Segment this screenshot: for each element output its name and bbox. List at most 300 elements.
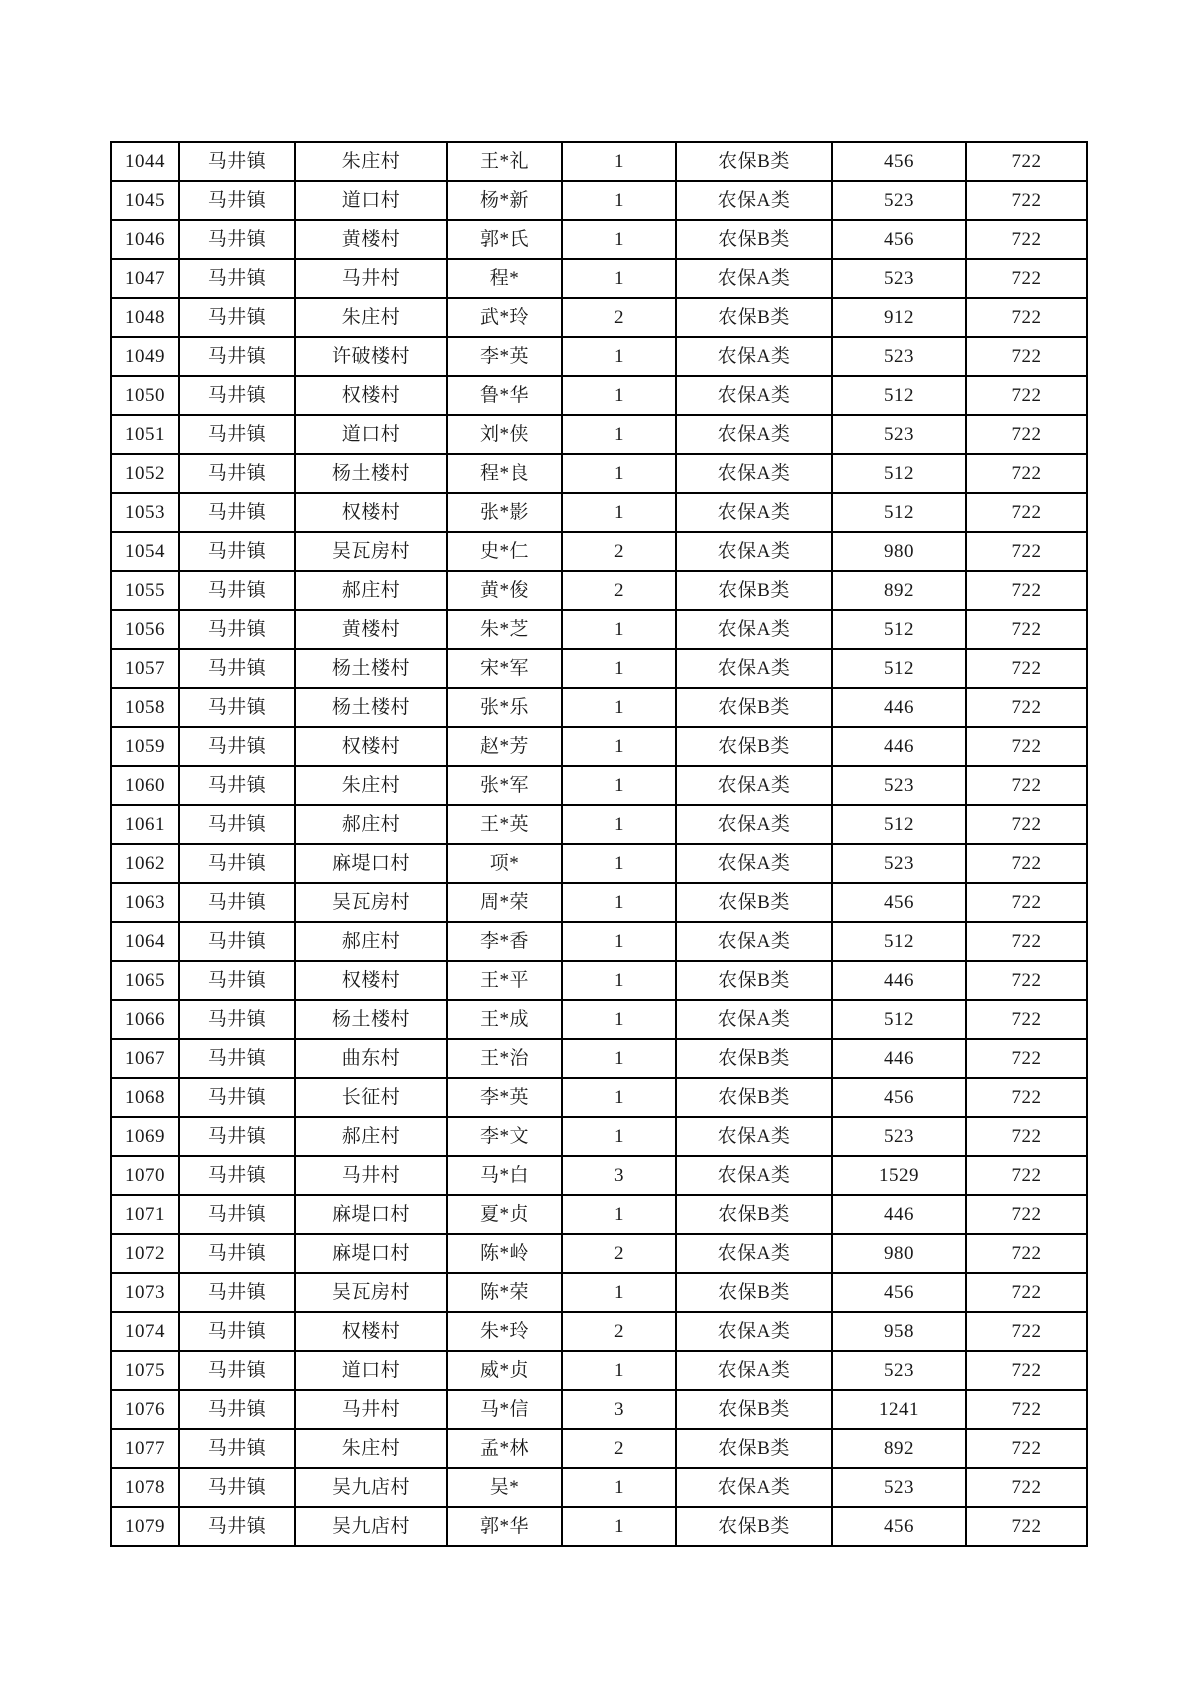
cell-village: 道口村	[295, 415, 447, 454]
cell-persons: 1	[562, 805, 676, 844]
cell-village: 郝庄村	[295, 922, 447, 961]
table-row	[111, 337, 1087, 376]
table-row	[111, 298, 1087, 337]
table-row	[111, 493, 1087, 532]
cell-town: 马井镇	[179, 1039, 295, 1078]
cell-persons: 1	[562, 1351, 676, 1390]
cell-serial: 1048	[111, 298, 179, 337]
cell-persons: 1	[562, 1000, 676, 1039]
cell-serial: 1068	[111, 1078, 179, 1117]
cell-standard: 722	[966, 1078, 1087, 1117]
cell-town: 马井镇	[179, 1390, 295, 1429]
cell-amount: 892	[832, 571, 966, 610]
cell-amount: 456	[832, 883, 966, 922]
cell-name: 王*英	[447, 805, 562, 844]
cell-amount: 523	[832, 337, 966, 376]
cell-amount: 523	[832, 1351, 966, 1390]
cell-standard: 722	[966, 1507, 1087, 1546]
cell-amount: 446	[832, 1039, 966, 1078]
cell-persons: 1	[562, 961, 676, 1000]
cell-category: 农保A类	[676, 1351, 832, 1390]
table-row	[111, 571, 1087, 610]
cell-name: 程*良	[447, 454, 562, 493]
cell-name: 朱*芝	[447, 610, 562, 649]
cell-amount: 512	[832, 1000, 966, 1039]
cell-name: 陈*岭	[447, 1234, 562, 1273]
cell-category: 农保A类	[676, 259, 832, 298]
cell-town: 马井镇	[179, 376, 295, 415]
cell-persons: 1	[562, 922, 676, 961]
cell-serial: 1046	[111, 220, 179, 259]
table-row	[111, 922, 1087, 961]
table-row	[111, 688, 1087, 727]
cell-serial: 1066	[111, 1000, 179, 1039]
cell-standard: 722	[966, 727, 1087, 766]
table-row	[111, 181, 1087, 220]
cell-name: 李*英	[447, 1078, 562, 1117]
cell-name: 刘*侠	[447, 415, 562, 454]
cell-village: 麻堤口村	[295, 844, 447, 883]
cell-category: 农保B类	[676, 727, 832, 766]
cell-category: 农保B类	[676, 1390, 832, 1429]
table-row	[111, 259, 1087, 298]
cell-standard: 722	[966, 922, 1087, 961]
cell-village: 权楼村	[295, 1312, 447, 1351]
cell-standard: 722	[966, 454, 1087, 493]
cell-persons: 1	[562, 883, 676, 922]
cell-serial: 1049	[111, 337, 179, 376]
cell-town: 马井镇	[179, 1195, 295, 1234]
cell-serial: 1061	[111, 805, 179, 844]
cell-standard: 722	[966, 883, 1087, 922]
cell-serial: 1078	[111, 1468, 179, 1507]
cell-category: 农保A类	[676, 337, 832, 376]
cell-name: 宋*军	[447, 649, 562, 688]
cell-town: 马井镇	[179, 649, 295, 688]
cell-village: 朱庄村	[295, 298, 447, 337]
cell-persons: 2	[562, 1312, 676, 1351]
cell-town: 马井镇	[179, 1507, 295, 1546]
cell-standard: 722	[966, 571, 1087, 610]
cell-amount: 512	[832, 805, 966, 844]
cell-serial: 1057	[111, 649, 179, 688]
cell-category: 农保B类	[676, 142, 832, 181]
cell-town: 马井镇	[179, 883, 295, 922]
cell-serial: 1045	[111, 181, 179, 220]
cell-town: 马井镇	[179, 766, 295, 805]
cell-serial: 1058	[111, 688, 179, 727]
cell-village: 马井村	[295, 1390, 447, 1429]
cell-town: 马井镇	[179, 1273, 295, 1312]
cell-serial: 1076	[111, 1390, 179, 1429]
cell-standard: 722	[966, 493, 1087, 532]
cell-village: 吴瓦房村	[295, 532, 447, 571]
cell-amount: 456	[832, 1507, 966, 1546]
cell-serial: 1054	[111, 532, 179, 571]
cell-standard: 722	[966, 766, 1087, 805]
cell-town: 马井镇	[179, 688, 295, 727]
cell-category: 农保A类	[676, 610, 832, 649]
cell-name: 张*乐	[447, 688, 562, 727]
cell-serial: 1056	[111, 610, 179, 649]
cell-amount: 512	[832, 922, 966, 961]
table-row	[111, 1117, 1087, 1156]
cell-amount: 912	[832, 298, 966, 337]
cell-standard: 722	[966, 337, 1087, 376]
cell-village: 吴瓦房村	[295, 883, 447, 922]
table-row	[111, 1039, 1087, 1078]
cell-serial: 1050	[111, 376, 179, 415]
cell-serial: 1059	[111, 727, 179, 766]
table-row	[111, 1351, 1087, 1390]
cell-serial: 1077	[111, 1429, 179, 1468]
cell-standard: 722	[966, 1468, 1087, 1507]
cell-standard: 722	[966, 1039, 1087, 1078]
cell-village: 权楼村	[295, 727, 447, 766]
cell-category: 农保A类	[676, 1000, 832, 1039]
cell-category: 农保A类	[676, 454, 832, 493]
cell-amount: 1529	[832, 1156, 966, 1195]
cell-name: 张*影	[447, 493, 562, 532]
cell-persons: 1	[562, 1507, 676, 1546]
cell-standard: 722	[966, 805, 1087, 844]
cell-village: 许破楼村	[295, 337, 447, 376]
cell-category: 农保B类	[676, 220, 832, 259]
cell-village: 杨土楼村	[295, 688, 447, 727]
cell-serial: 1051	[111, 415, 179, 454]
cell-category: 农保B类	[676, 961, 832, 1000]
cell-village: 权楼村	[295, 376, 447, 415]
cell-amount: 446	[832, 961, 966, 1000]
cell-persons: 2	[562, 1429, 676, 1468]
table-row	[111, 1195, 1087, 1234]
table-row	[111, 844, 1087, 883]
cell-persons: 1	[562, 415, 676, 454]
cell-amount: 456	[832, 220, 966, 259]
cell-persons: 1	[562, 727, 676, 766]
cell-persons: 1	[562, 493, 676, 532]
cell-persons: 1	[562, 1273, 676, 1312]
cell-category: 农保B类	[676, 688, 832, 727]
cell-amount: 980	[832, 532, 966, 571]
cell-category: 农保B类	[676, 571, 832, 610]
table-row	[111, 1000, 1087, 1039]
cell-amount: 523	[832, 181, 966, 220]
cell-serial: 1047	[111, 259, 179, 298]
cell-standard: 722	[966, 1273, 1087, 1312]
cell-name: 王*成	[447, 1000, 562, 1039]
cell-town: 马井镇	[179, 1351, 295, 1390]
cell-standard: 722	[966, 298, 1087, 337]
cell-name: 马*白	[447, 1156, 562, 1195]
table-row	[111, 1234, 1087, 1273]
cell-village: 权楼村	[295, 961, 447, 1000]
cell-standard: 722	[966, 1429, 1087, 1468]
cell-persons: 3	[562, 1156, 676, 1195]
cell-persons: 1	[562, 220, 676, 259]
cell-category: 农保B类	[676, 883, 832, 922]
cell-standard: 722	[966, 1351, 1087, 1390]
cell-name: 朱*玲	[447, 1312, 562, 1351]
table-row	[111, 1507, 1087, 1546]
cell-category: 农保A类	[676, 376, 832, 415]
table-row	[111, 142, 1087, 181]
cell-category: 农保A类	[676, 181, 832, 220]
cell-village: 权楼村	[295, 493, 447, 532]
cell-village: 郝庄村	[295, 571, 447, 610]
cell-name: 李*英	[447, 337, 562, 376]
cell-amount: 446	[832, 727, 966, 766]
cell-amount: 512	[832, 493, 966, 532]
cell-town: 马井镇	[179, 1312, 295, 1351]
table-row	[111, 1390, 1087, 1429]
cell-name: 郭*氏	[447, 220, 562, 259]
table-row	[111, 961, 1087, 1000]
cell-name: 鲁*华	[447, 376, 562, 415]
cell-category: 农保A类	[676, 415, 832, 454]
table-row	[111, 805, 1087, 844]
cell-serial: 1063	[111, 883, 179, 922]
cell-category: 农保A类	[676, 766, 832, 805]
cell-village: 朱庄村	[295, 766, 447, 805]
cell-village: 黄楼村	[295, 220, 447, 259]
cell-town: 马井镇	[179, 1156, 295, 1195]
cell-standard: 722	[966, 181, 1087, 220]
cell-name: 杨*新	[447, 181, 562, 220]
benefits-table	[110, 141, 1088, 1547]
cell-serial: 1069	[111, 1117, 179, 1156]
cell-persons: 1	[562, 844, 676, 883]
table-row	[111, 1156, 1087, 1195]
cell-name: 周*荣	[447, 883, 562, 922]
cell-persons: 1	[562, 259, 676, 298]
cell-persons: 1	[562, 1195, 676, 1234]
cell-name: 武*玲	[447, 298, 562, 337]
cell-name: 陈*荣	[447, 1273, 562, 1312]
cell-town: 马井镇	[179, 1468, 295, 1507]
cell-standard: 722	[966, 1234, 1087, 1273]
cell-village: 朱庄村	[295, 142, 447, 181]
cell-village: 吴瓦房村	[295, 1273, 447, 1312]
cell-village: 麻堤口村	[295, 1195, 447, 1234]
cell-persons: 1	[562, 649, 676, 688]
table-row	[111, 1078, 1087, 1117]
cell-name: 王*治	[447, 1039, 562, 1078]
table-row	[111, 532, 1087, 571]
cell-town: 马井镇	[179, 922, 295, 961]
table-sheet	[110, 141, 1086, 1547]
cell-name: 威*贞	[447, 1351, 562, 1390]
cell-town: 马井镇	[179, 844, 295, 883]
cell-standard: 722	[966, 844, 1087, 883]
table-row	[111, 1429, 1087, 1468]
cell-category: 农保A类	[676, 922, 832, 961]
cell-amount: 523	[832, 766, 966, 805]
cell-persons: 2	[562, 571, 676, 610]
cell-persons: 1	[562, 610, 676, 649]
cell-village: 朱庄村	[295, 1429, 447, 1468]
cell-category: 农保A类	[676, 1312, 832, 1351]
table-row	[111, 454, 1087, 493]
table-row	[111, 883, 1087, 922]
cell-serial: 1079	[111, 1507, 179, 1546]
cell-town: 马井镇	[179, 493, 295, 532]
cell-village: 杨土楼村	[295, 454, 447, 493]
table-row	[111, 1312, 1087, 1351]
cell-standard: 722	[966, 1117, 1087, 1156]
cell-name: 孟*林	[447, 1429, 562, 1468]
cell-category: 农保B类	[676, 298, 832, 337]
table-row	[111, 727, 1087, 766]
cell-category: 农保A类	[676, 1468, 832, 1507]
cell-amount: 958	[832, 1312, 966, 1351]
cell-town: 马井镇	[179, 571, 295, 610]
cell-town: 马井镇	[179, 961, 295, 1000]
cell-serial: 1071	[111, 1195, 179, 1234]
cell-standard: 722	[966, 142, 1087, 181]
cell-town: 马井镇	[179, 1234, 295, 1273]
cell-standard: 722	[966, 259, 1087, 298]
cell-town: 马井镇	[179, 259, 295, 298]
cell-amount: 523	[832, 844, 966, 883]
cell-name: 王*礼	[447, 142, 562, 181]
cell-serial: 1060	[111, 766, 179, 805]
cell-town: 马井镇	[179, 1000, 295, 1039]
cell-town: 马井镇	[179, 337, 295, 376]
cell-name: 李*香	[447, 922, 562, 961]
cell-name: 王*平	[447, 961, 562, 1000]
table-row	[111, 610, 1087, 649]
cell-village: 黄楼村	[295, 610, 447, 649]
cell-amount: 446	[832, 688, 966, 727]
cell-standard: 722	[966, 1195, 1087, 1234]
cell-name: 张*军	[447, 766, 562, 805]
cell-village: 马井村	[295, 1156, 447, 1195]
cell-persons: 2	[562, 532, 676, 571]
cell-village: 麻堤口村	[295, 1234, 447, 1273]
cell-town: 马井镇	[179, 727, 295, 766]
table-row	[111, 649, 1087, 688]
cell-persons: 1	[562, 688, 676, 727]
cell-town: 马井镇	[179, 415, 295, 454]
cell-town: 马井镇	[179, 454, 295, 493]
cell-village: 杨土楼村	[295, 649, 447, 688]
cell-serial: 1052	[111, 454, 179, 493]
cell-category: 农保A类	[676, 805, 832, 844]
cell-persons: 3	[562, 1390, 676, 1429]
cell-name: 吴*	[447, 1468, 562, 1507]
cell-name: 夏*贞	[447, 1195, 562, 1234]
cell-town: 马井镇	[179, 220, 295, 259]
cell-standard: 722	[966, 1156, 1087, 1195]
cell-serial: 1073	[111, 1273, 179, 1312]
cell-amount: 523	[832, 1117, 966, 1156]
cell-amount: 512	[832, 610, 966, 649]
cell-amount: 980	[832, 1234, 966, 1273]
cell-serial: 1072	[111, 1234, 179, 1273]
cell-name: 程*	[447, 259, 562, 298]
cell-serial: 1075	[111, 1351, 179, 1390]
cell-category: 农保A类	[676, 1234, 832, 1273]
cell-standard: 722	[966, 610, 1087, 649]
table-row	[111, 220, 1087, 259]
cell-standard: 722	[966, 688, 1087, 727]
cell-standard: 722	[966, 1312, 1087, 1351]
cell-serial: 1044	[111, 142, 179, 181]
cell-name: 项*	[447, 844, 562, 883]
table-body	[111, 142, 1087, 1546]
cell-persons: 1	[562, 1117, 676, 1156]
cell-village: 吴九店村	[295, 1507, 447, 1546]
cell-category: 农保B类	[676, 1507, 832, 1546]
cell-standard: 722	[966, 1000, 1087, 1039]
cell-category: 农保B类	[676, 1429, 832, 1468]
cell-category: 农保B类	[676, 1039, 832, 1078]
cell-village: 郝庄村	[295, 805, 447, 844]
cell-persons: 1	[562, 376, 676, 415]
cell-persons: 1	[562, 1039, 676, 1078]
cell-village: 道口村	[295, 181, 447, 220]
cell-serial: 1065	[111, 961, 179, 1000]
cell-persons: 1	[562, 1468, 676, 1507]
cell-name: 赵*芳	[447, 727, 562, 766]
table-row	[111, 376, 1087, 415]
cell-category: 农保A类	[676, 1156, 832, 1195]
cell-serial: 1055	[111, 571, 179, 610]
cell-persons: 1	[562, 337, 676, 376]
cell-serial: 1064	[111, 922, 179, 961]
cell-amount: 446	[832, 1195, 966, 1234]
cell-village: 道口村	[295, 1351, 447, 1390]
table-row	[111, 766, 1087, 805]
cell-town: 马井镇	[179, 1078, 295, 1117]
table-row	[111, 1468, 1087, 1507]
cell-name: 郭*华	[447, 1507, 562, 1546]
cell-village: 曲东村	[295, 1039, 447, 1078]
cell-amount: 892	[832, 1429, 966, 1468]
cell-standard: 722	[966, 415, 1087, 454]
cell-serial: 1053	[111, 493, 179, 532]
cell-amount: 512	[832, 649, 966, 688]
cell-standard: 722	[966, 532, 1087, 571]
cell-town: 马井镇	[179, 805, 295, 844]
cell-village: 吴九店村	[295, 1468, 447, 1507]
cell-persons: 2	[562, 1234, 676, 1273]
cell-name: 史*仁	[447, 532, 562, 571]
cell-standard: 722	[966, 1390, 1087, 1429]
cell-persons: 2	[562, 298, 676, 337]
cell-village: 郝庄村	[295, 1117, 447, 1156]
cell-name: 李*文	[447, 1117, 562, 1156]
cell-persons: 1	[562, 766, 676, 805]
cell-village: 马井村	[295, 259, 447, 298]
cell-amount: 512	[832, 376, 966, 415]
cell-amount: 456	[832, 1078, 966, 1117]
cell-standard: 722	[966, 961, 1087, 1000]
cell-town: 马井镇	[179, 1429, 295, 1468]
cell-category: 农保A类	[676, 844, 832, 883]
cell-amount: 523	[832, 1468, 966, 1507]
cell-name: 黄*俊	[447, 571, 562, 610]
cell-town: 马井镇	[179, 610, 295, 649]
cell-amount: 456	[832, 142, 966, 181]
cell-amount: 1241	[832, 1390, 966, 1429]
cell-persons: 1	[562, 181, 676, 220]
cell-serial: 1074	[111, 1312, 179, 1351]
cell-serial: 1062	[111, 844, 179, 883]
cell-village: 杨土楼村	[295, 1000, 447, 1039]
cell-standard: 722	[966, 376, 1087, 415]
